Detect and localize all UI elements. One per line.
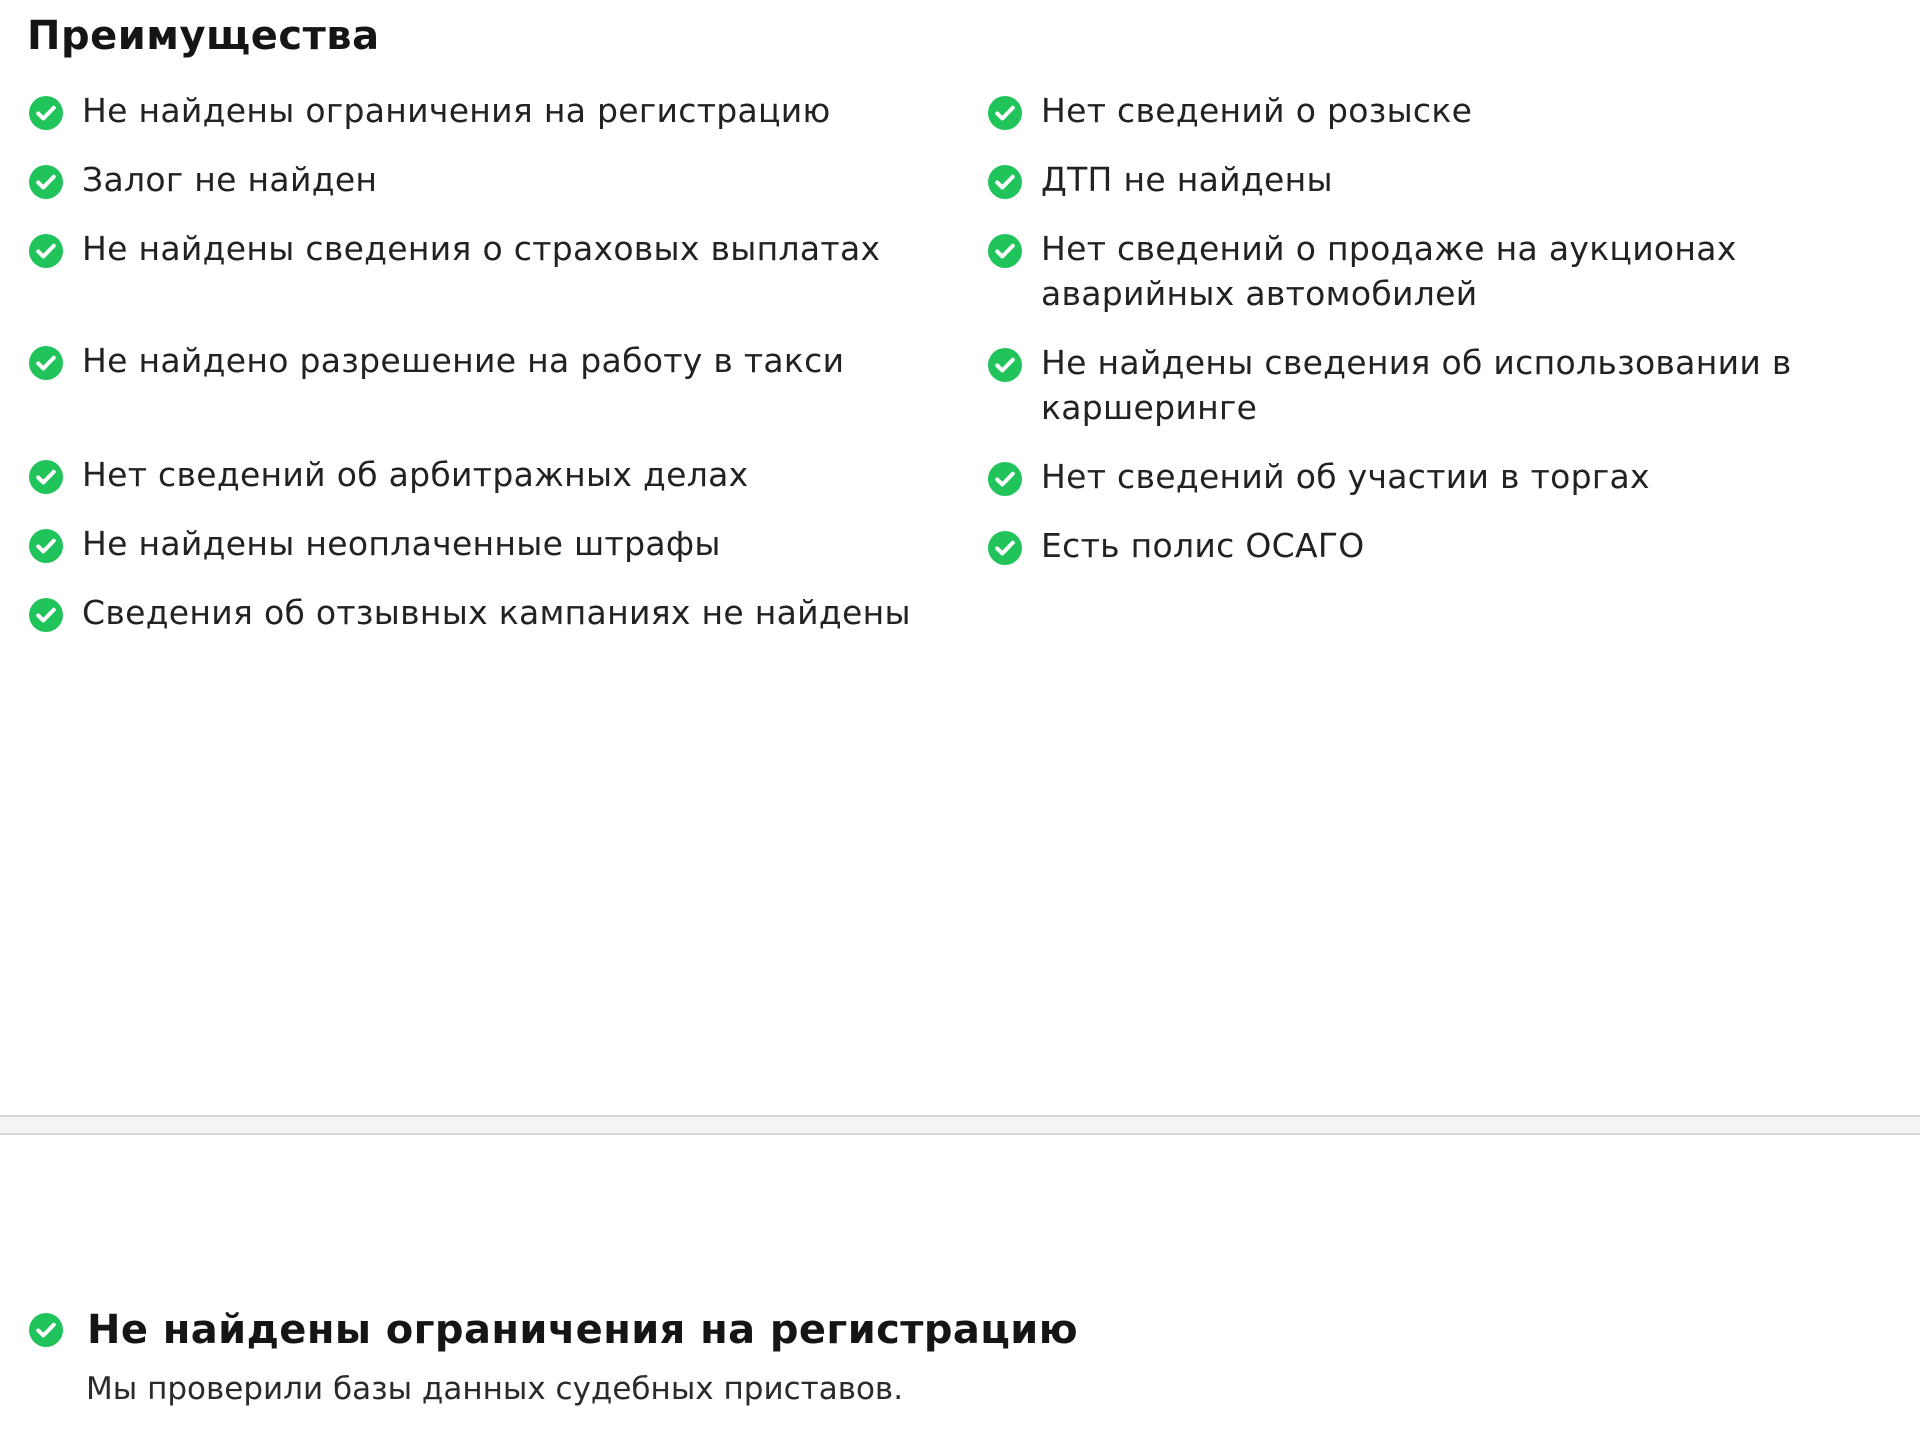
check-circle-icon (988, 348, 1022, 382)
check-circle-icon (988, 462, 1022, 496)
check-circle-icon (29, 165, 63, 199)
advantages-list-left (29, 88, 959, 659)
detail-description: Мы проверили базы данных судебных приставов. (86, 1371, 904, 1407)
advantage-item (988, 340, 1848, 430)
advantage-label: Не найдены неоплаченные штрафы (82, 524, 721, 563)
detail-title: Не найдены ограничения на регистрацию (87, 1307, 1079, 1353)
advantage-item (988, 226, 1908, 316)
advantage-item (29, 88, 959, 133)
check-circle-icon (988, 96, 1022, 130)
advantages-list-right (988, 88, 1908, 592)
check-circle-icon (29, 529, 63, 563)
advantage-label: Залог не найден (82, 160, 378, 199)
advantage-item (29, 590, 959, 635)
advantage-label: Нет сведений об арбитражных делах (82, 455, 749, 494)
advantage-label: Сведения об отзывных кампаниях не найдены (82, 593, 911, 632)
check-circle-icon (29, 1313, 63, 1347)
check-circle-icon (988, 234, 1022, 268)
advantage-item (988, 454, 1908, 499)
advantage-label: Нет сведений о продаже на аукционах аварийных автомобилей (1041, 229, 1737, 313)
check-circle-icon (29, 234, 63, 268)
advantage-item (29, 226, 959, 271)
detail-block (29, 1302, 1879, 1410)
advantage-label: Нет сведений о розыске (1041, 91, 1473, 130)
check-circle-icon (29, 96, 63, 130)
check-circle-icon (29, 598, 63, 632)
advantage-item (29, 157, 959, 202)
section-title: Преимущества (27, 13, 380, 59)
detail-header (29, 1302, 1879, 1358)
check-circle-icon (988, 165, 1022, 199)
advantage-item (988, 88, 1908, 133)
check-circle-icon (29, 346, 63, 380)
advantage-item (988, 157, 1908, 202)
section-divider (0, 1115, 1920, 1135)
advantage-label: ДТП не найдены (1041, 160, 1333, 199)
advantage-label: Не найдены ограничения на регистрацию (82, 91, 831, 130)
advantage-label: Есть полис ОСАГО (1041, 526, 1365, 565)
check-circle-icon (29, 460, 63, 494)
advantage-item (988, 523, 1908, 568)
advantage-item (29, 521, 959, 566)
advantage-label: Нет сведений об участии в торгах (1041, 457, 1650, 496)
advantage-item (29, 452, 959, 497)
check-circle-icon (988, 531, 1022, 565)
advantage-label: Не найдены сведения об использовании в каршеринге (1041, 343, 1792, 427)
advantage-label: Не найдены сведения о страховых выплатах (82, 229, 881, 268)
advantage-item (29, 338, 959, 383)
advantage-label: Не найдено разрешение на работу в такси (82, 341, 845, 380)
